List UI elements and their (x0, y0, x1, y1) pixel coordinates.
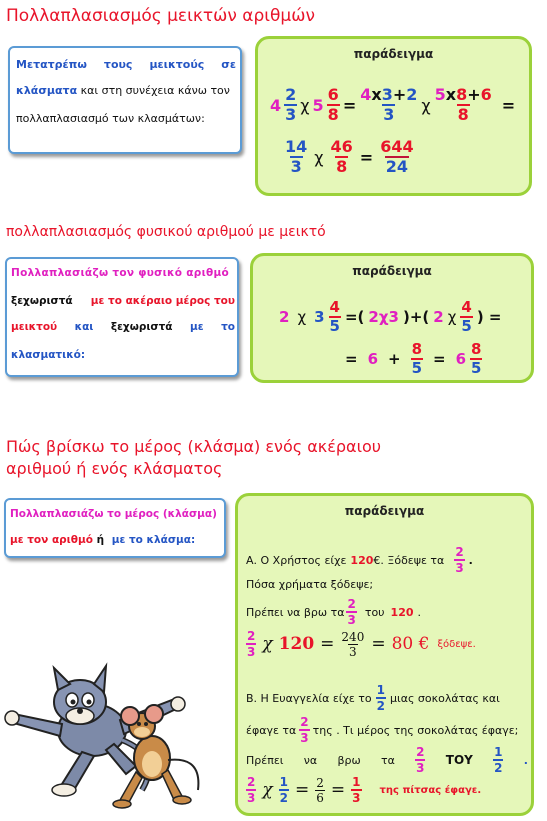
numerator: 2 (247, 629, 256, 643)
rule-text: πολλαπλασιασμό των κλασμάτων: (16, 112, 205, 125)
denominator: 8 (327, 105, 339, 124)
rule-box-natural-times-mixed (5, 257, 239, 377)
numerator: 2 (247, 775, 256, 789)
times-sign: χ (421, 95, 431, 115)
whole-number: 6 (367, 350, 379, 368)
denominator: 8 (336, 157, 348, 176)
denominator: 3 (352, 791, 361, 805)
rule-box-mixed-numbers (8, 46, 242, 154)
section-1-title: Πολλαπλασιασμός μεικτών αριθμών (6, 6, 315, 26)
text: βρω (337, 753, 361, 767)
text: μιας σοκολάτας και (390, 691, 500, 705)
denominator: 3 (349, 644, 357, 659)
numerator-part: 5 (434, 85, 446, 104)
amount: 120 (350, 553, 374, 567)
denominator: 5 (411, 359, 423, 377)
denominator: 3 (416, 761, 425, 775)
numerator: 8 (471, 340, 482, 358)
equals-sign: = (330, 780, 346, 800)
rule-word: σε (221, 58, 236, 71)
equals-sign: = (342, 95, 357, 115)
rule-text: ξεχωριστά (11, 295, 73, 307)
result: 80 € (391, 634, 430, 654)
operator: ) = (476, 308, 502, 326)
amount: 120 (390, 605, 414, 619)
equals-sign: = (433, 350, 446, 368)
part-a-line-2: Πόσα χρήματα ξόδεψε; (246, 578, 374, 591)
equals-sign: = (320, 634, 335, 654)
rule-text: με τον αριθμό (10, 534, 93, 546)
numerator: 2 (416, 745, 425, 759)
section-3-title-line-2: αριθμού ή ενός κλάσματος (6, 459, 223, 478)
whole-number: 6 (455, 350, 467, 368)
numerator: 2 (316, 775, 324, 790)
numerator: 2 (285, 85, 297, 104)
numerator-part: 2 (406, 85, 418, 104)
rule-text: με (190, 321, 204, 333)
numerator: 1 (376, 683, 385, 697)
numerator-part: 4 (360, 85, 372, 104)
numerator: 4 (461, 298, 472, 316)
denominator: 8 (457, 105, 469, 124)
text: . (523, 753, 528, 767)
numerator-part: 8 (456, 85, 468, 104)
denominator: 5 (471, 359, 482, 377)
part-b-line-3 (246, 746, 528, 774)
equals-sign: = (345, 350, 358, 368)
times-sign: χ (297, 308, 307, 326)
part-b-line-1 (246, 684, 526, 712)
amount: 120 (278, 634, 315, 654)
denominator: 3 (247, 645, 256, 659)
equals-sign: = (295, 780, 310, 800)
equation-line-2 (284, 139, 415, 175)
text: €. Ξόδεψε τα (373, 553, 445, 567)
example-box-2 (250, 253, 534, 383)
text: . (468, 553, 473, 567)
rule-word: τους (103, 58, 133, 71)
denominator: 3 (347, 613, 356, 627)
rule-box-part-of-number (4, 498, 226, 558)
text: Α. Ο Χρήστος είχε (246, 553, 347, 567)
rule-text: Πολλαπλασιάζω το μέρος (κλάσμα) (10, 508, 217, 520)
denominator: 2 (494, 761, 503, 775)
section-2-title: πολλαπλασιασμός φυσικού αριθμού με μεικτό (6, 224, 326, 240)
numerator-part: 6 (480, 85, 492, 104)
numerator: 14 (285, 137, 308, 156)
denominator: 3 (290, 157, 302, 176)
numerator: 2 (347, 597, 356, 611)
operator: )+( (402, 308, 430, 326)
result-text: της πίτσας έφαγε. (379, 784, 482, 796)
rule-text: ή (96, 534, 105, 546)
numerator-part: x (445, 85, 457, 104)
denominator: 3 (285, 105, 297, 124)
rule-text: και στη συνέχεια κάνω τον (80, 84, 230, 97)
section-3-title: Πώς βρίσκω το μέρος (κλάσμα) ενός ακέραιου (6, 437, 382, 456)
denominator: 6 (316, 790, 324, 805)
denominator: 24 (385, 157, 409, 176)
example-title: παράδειγμα (344, 504, 425, 518)
rule-word: Μετατρέπω (16, 58, 87, 71)
numerator: 1 (279, 775, 289, 789)
rule-text: με το κλάσμα: (111, 534, 196, 546)
result-text: ξόδεψε. (437, 638, 476, 650)
text: Β. Η Ευαγγελία είχε το (246, 691, 372, 705)
example-title: παράδειγμα (352, 264, 432, 278)
equals-sign: = (359, 147, 374, 167)
rule-word: κλάσματα (16, 84, 78, 97)
denominator: 3 (300, 731, 309, 745)
numerator: 8 (411, 340, 423, 358)
text: . (417, 605, 422, 619)
denominator: 2 (376, 699, 385, 713)
equation-line-1 (270, 87, 515, 123)
part-a-equation (246, 630, 476, 658)
times-sign: χ (447, 308, 457, 326)
times-sign: χ (262, 634, 273, 654)
plus-sign: + (388, 350, 401, 368)
numerator: 6 (327, 85, 339, 104)
numerator: 644 (380, 137, 414, 156)
numerator: 240 (341, 629, 365, 644)
numerator-part: 3 (381, 85, 393, 104)
part-b-equation (246, 776, 481, 804)
part-b-line-2 (246, 716, 518, 744)
whole-number: 4 (270, 95, 282, 115)
text: να (303, 753, 318, 767)
rule-text: το (221, 321, 235, 333)
denominator: 2 (279, 791, 289, 805)
denominator: 5 (329, 317, 340, 335)
equation-line-1 (279, 300, 501, 334)
equation-line-2 (345, 342, 482, 376)
rule-text: και (74, 321, 94, 333)
text: ΤΟΥ (445, 753, 473, 767)
text: έφαγε τα (246, 723, 297, 737)
whole-number: 2 (433, 308, 444, 326)
equals-sign: = (501, 95, 516, 115)
equals-sign: =( (344, 308, 365, 326)
example-box-1 (255, 36, 532, 196)
cat-and-mouse-illustration (2, 660, 230, 820)
numerator-part: + (392, 85, 407, 104)
numerator: 1 (494, 745, 503, 759)
product: 2χ3 (368, 308, 399, 326)
example-title: παράδειγμα (353, 47, 434, 61)
numerator: 1 (352, 775, 361, 789)
denominator: 3 (455, 561, 464, 575)
rule-text: μεικτού (11, 321, 58, 333)
times-sign: χ (314, 147, 324, 167)
text: τα (380, 753, 395, 767)
part-a-line-1 (246, 546, 473, 574)
whole-number: 5 (312, 95, 324, 115)
numerator-part: x (371, 85, 382, 104)
denominator: 3 (383, 105, 395, 124)
rule-text: με το ακέραιο μέρος του (90, 295, 235, 307)
whole-number: 3 (314, 308, 325, 326)
denominator: 3 (247, 791, 256, 805)
rule-word: μεικτούς (149, 58, 205, 71)
text: του (364, 605, 385, 619)
times-sign: χ (262, 780, 273, 800)
times-sign: χ (300, 95, 310, 115)
rule-text: ξεχωριστά (110, 321, 173, 333)
numerator: 2 (455, 545, 464, 559)
equals-sign: = (371, 634, 386, 654)
numerator: 4 (329, 298, 340, 316)
numerator-part: + (467, 85, 481, 104)
text: της . Τι μέρος της σοκολάτας έφαγε; (312, 723, 519, 737)
part-a-line-3 (246, 598, 421, 626)
example-box-3 (235, 493, 534, 816)
denominator: 5 (461, 317, 472, 335)
numerator: 46 (330, 137, 353, 156)
rule-text: Πολλαπλασιάζω τον φυσικό αριθμό (11, 267, 230, 279)
text: Πρέπει (246, 753, 284, 767)
whole-number: 2 (279, 308, 290, 326)
rule-text: κλασματικό: (11, 349, 86, 361)
text: Πρέπει να βρω τα (246, 605, 345, 619)
numerator: 2 (300, 715, 309, 729)
